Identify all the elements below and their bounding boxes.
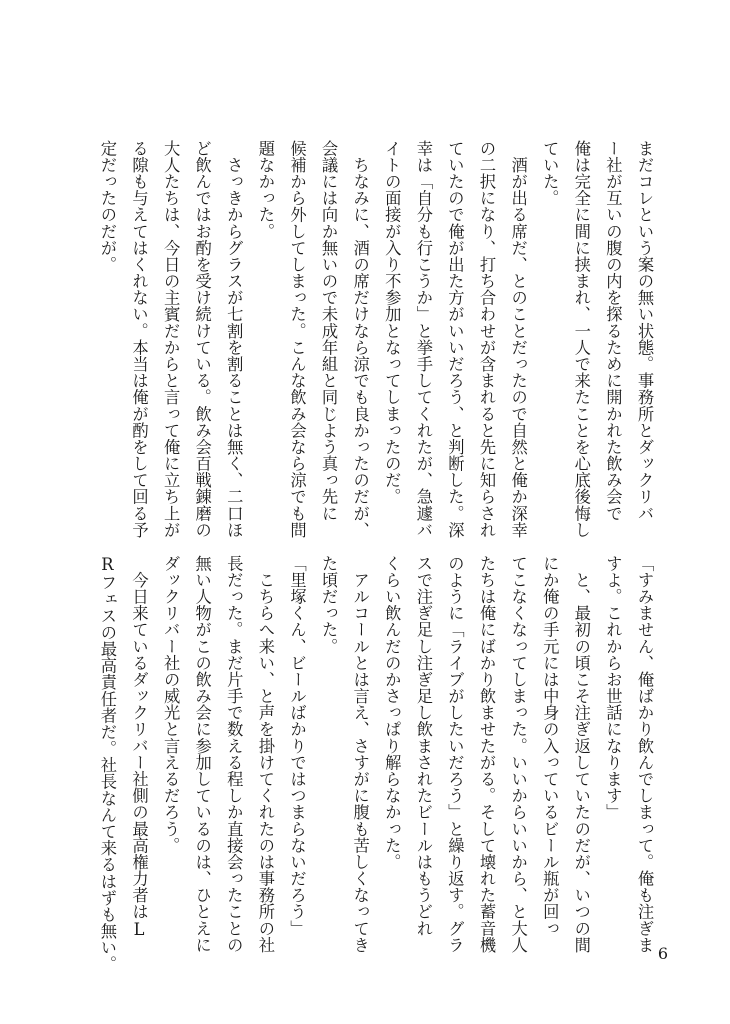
text-line: にか俺の手元には中身の入っているビール瓶が回っ — [540, 555, 560, 937]
text-line: まだコレという案の無い状態。事務所とダックリバ — [635, 140, 654, 522]
text-line: すよ。これからお世話になります」 — [603, 555, 623, 821]
text-line: Rフェスの最高責任者だ。社長なんて来るはずも無い。 — [97, 555, 117, 973]
text-line: たちは俺にばかり飲ませたがる。そして壊れた蓄音機 — [477, 555, 497, 954]
text-line: 幸は「自分も行こうか」と挙手してくれたが、急遽バ — [413, 140, 433, 539]
text-line: 候補から外してしまった。こんな飲み会なら涼でも問 — [287, 140, 307, 539]
text-line: イトの面接が入り不参加となってしまったのだ。 — [382, 140, 402, 505]
text-block-bottom — [97, 555, 660, 973]
text-line: 酒が出る席だ、とのことだったので自然と俺か深幸 — [508, 140, 528, 539]
text-line: の二択になり、打ち合わせが含まれると先に知らされ — [477, 140, 497, 539]
text-line: 「里塚くん、ビールばかりではつまらないだろう」 — [287, 555, 307, 937]
text-line: のように「ライブがしたいだろう」と繰り返す。グラ — [445, 555, 465, 954]
text-line: 定だったのだが。 — [97, 140, 117, 273]
page-number: 6 — [657, 944, 668, 963]
text-line: こちらへ来い、と声を掛けてくれたのは事務所の社 — [255, 555, 275, 954]
text-line: ど飲んではお酌を受け続けている。飲み会百戦錬磨の — [192, 140, 212, 539]
text-line: ー社が互いの腹の内を探るために開かれた飲み会で — [603, 140, 623, 522]
text-line: 無い人物がこの飲み会に参加しているのは、ひとえに — [192, 555, 212, 954]
text-line: 長だった。まだ片手で数える程しか直接会ったことの — [224, 555, 244, 954]
text-line: 俺は完全に間に挟まれ、一人で来たことを心底後悔し — [571, 140, 591, 539]
text-line: ていたので俺が出た方がいいだろう、と判断した。深 — [445, 140, 465, 539]
text-block-top — [97, 140, 660, 539]
text-line: ダックリバー社の威光と言えるだろう。 — [161, 555, 181, 854]
text-line: さっきからグラスが七割を割ることは無く、二口ほ — [224, 140, 244, 539]
text-line: ていた。 — [540, 140, 560, 207]
text-line: アルコールとは言え、さすがに腹も苦しくなってき — [350, 555, 370, 954]
text-line: 会議には向か無いので未成年組と同じよう真っ先に — [319, 140, 339, 522]
text-line: 大人たちは、今日の主賓だからと言って俺に立ち上が — [161, 140, 181, 539]
text-line: た頃だった。 — [319, 555, 339, 655]
text-line: ちなみに、酒の席だけなら涼でも良かったのだが、 — [350, 140, 370, 539]
text-line: 今日来ているダックリバー社側の最高権力者はL — [129, 555, 149, 940]
text-line: 題なかった。 — [255, 140, 275, 240]
text-line: 「すみません、俺ばかり飲んでしまって。俺も注ぎま — [635, 555, 654, 954]
text-line: る隙も与えてはくれない。本当は俺が酌をして回る予 — [129, 140, 149, 539]
text-line: てこなくなってしまった。いいからいいから、と大人 — [508, 555, 528, 954]
text-line: くらい飲んだのかさっぱり解らなかった。 — [382, 555, 402, 871]
text-line: スで注ぎ足し注ぎ足し飲まされたビールはもうどれ — [413, 555, 433, 937]
text-line: と、最初の頃こそ注ぎ返していたのだが、いつの間 — [571, 555, 591, 954]
